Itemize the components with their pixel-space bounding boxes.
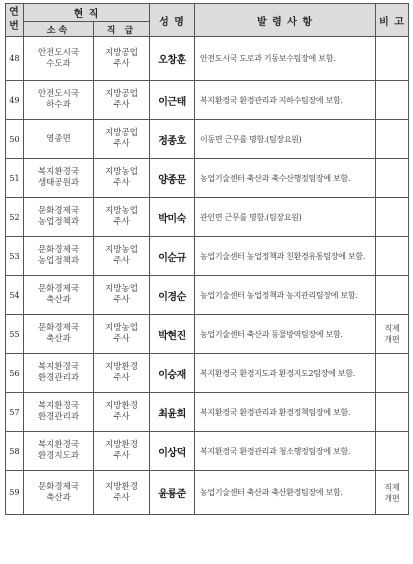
row-note: [376, 81, 409, 120]
row-rank: 지방공업 주사: [94, 120, 150, 159]
row-name: 박현진: [150, 315, 195, 354]
row-name: 양종문: [150, 159, 195, 198]
row-appointment: 농업기술센터 농업정책과 친환경유통팀장에 보함.: [195, 237, 376, 276]
row-appointment: 복지환경국 환경관리과 환경정책팀장에 보함.: [195, 393, 376, 432]
row-appointment: 복지환경국 환경관리과 청소행정팀장에 보함.: [195, 432, 376, 471]
row-name: 이상덕: [150, 432, 195, 471]
row-rank: 지방환경 주사: [94, 354, 150, 393]
row-name: 최윤희: [150, 393, 195, 432]
row-name: 박미숙: [150, 198, 195, 237]
row-rank: 지방환경 주사: [94, 393, 150, 432]
row-name: 이순규: [150, 237, 195, 276]
row-rank: 지방농업 주사: [94, 198, 150, 237]
header-current-position: 현 직: [24, 4, 150, 22]
row-number: 58: [6, 432, 24, 471]
header-number: 연 번: [6, 4, 24, 37]
row-appointment: 농업기술센터 축산과 동물방역팀장에 보함.: [195, 315, 376, 354]
row-department: 복지환경국 환경지도과: [24, 432, 94, 471]
row-name: 윤룡준: [150, 471, 195, 515]
row-number: 55: [6, 315, 24, 354]
row-department: 영종면: [24, 120, 94, 159]
row-department: 문화경제국 축산과: [24, 276, 94, 315]
row-number: 57: [6, 393, 24, 432]
row-department: 안전도시국 하수과: [24, 81, 94, 120]
row-number: 50: [6, 120, 24, 159]
row-rank: 지방농업 주사: [94, 159, 150, 198]
row-number: 53: [6, 237, 24, 276]
table-row: [6, 37, 409, 81]
table-row: [6, 237, 409, 276]
row-note: [376, 198, 409, 237]
row-appointment: 복지환경국 환경지도과 환경지도2팀장에 보함.: [195, 354, 376, 393]
row-rank: 지방환경 주사: [94, 471, 150, 515]
header-note: 비 고: [376, 4, 409, 37]
row-department: 문화경제국 축산과: [24, 471, 94, 515]
row-rank: 지방공업 주사: [94, 81, 150, 120]
row-appointment: 이동면 근무를 명함.(팀장요원): [195, 120, 376, 159]
row-department: 복지환경국 환경관리과: [24, 393, 94, 432]
header-department: 소속: [24, 22, 94, 37]
row-note: 직제 개편: [376, 471, 409, 515]
row-appointment: 농업기술센터 축산과 축수산행정팀장에 보함.: [195, 159, 376, 198]
row-name: 오창훈: [150, 37, 195, 81]
header-name: 성 명: [150, 4, 195, 37]
row-note: [376, 393, 409, 432]
row-note: [376, 37, 409, 81]
row-appointment: 관인면 근무를 명함.(팀장요원): [195, 198, 376, 237]
row-number: 54: [6, 276, 24, 315]
row-number: 56: [6, 354, 24, 393]
row-rank: 지방농업 주사: [94, 315, 150, 354]
table-row: [6, 393, 409, 432]
personnel-appointment-table: [5, 3, 409, 515]
header-appointment: 발 령 사 항: [195, 4, 376, 37]
row-note: [376, 159, 409, 198]
row-appointment: 안전도시국 도로과 기동보수팀장에 보함.: [195, 37, 376, 81]
row-department: 안전도시국 수도과: [24, 37, 94, 81]
row-number: 49: [6, 81, 24, 120]
row-rank: 지방농업 주사: [94, 276, 150, 315]
table-row: [6, 120, 409, 159]
table-row: [6, 354, 409, 393]
row-department: 문화경제국 농업정책과: [24, 237, 94, 276]
row-name: 이근태: [150, 81, 195, 120]
row-department: 복지환경국 환경관리과: [24, 354, 94, 393]
row-department: 문화경제국 농업정책과: [24, 198, 94, 237]
row-note: [376, 354, 409, 393]
row-name: 이경순: [150, 276, 195, 315]
row-note: [376, 432, 409, 471]
table-row: [6, 276, 409, 315]
header-rank: 직 급: [94, 22, 150, 37]
row-number: 48: [6, 37, 24, 81]
row-note: [376, 120, 409, 159]
row-appointment: 농업기술센터 축산과 축산환경팀장에 보함.: [195, 471, 376, 515]
table-row: [6, 315, 409, 354]
row-department: 복지환경국 생태공원과: [24, 159, 94, 198]
row-note: [376, 276, 409, 315]
row-rank: 지방환경 주사: [94, 432, 150, 471]
table-row: [6, 81, 409, 120]
row-rank: 지방공업 주사: [94, 37, 150, 81]
row-rank: 지방농업 주사: [94, 237, 150, 276]
table-row: [6, 471, 409, 515]
table-header: [6, 4, 409, 37]
row-number: 52: [6, 198, 24, 237]
row-note: [376, 237, 409, 276]
row-name: 정종호: [150, 120, 195, 159]
row-department: 문화경제국 축산과: [24, 315, 94, 354]
row-appointment: 복지환경국 환경관리과 지하수팀장에 보함.: [195, 81, 376, 120]
row-number: 51: [6, 159, 24, 198]
table-row: [6, 159, 409, 198]
table-row: [6, 432, 409, 471]
row-number: 59: [6, 471, 24, 515]
row-note: 직제 개편: [376, 315, 409, 354]
table-row: [6, 198, 409, 237]
table-body: [6, 37, 409, 515]
row-name: 이승재: [150, 354, 195, 393]
row-appointment: 농업기술센터 농업정책과 농지관리팀장에 보함.: [195, 276, 376, 315]
